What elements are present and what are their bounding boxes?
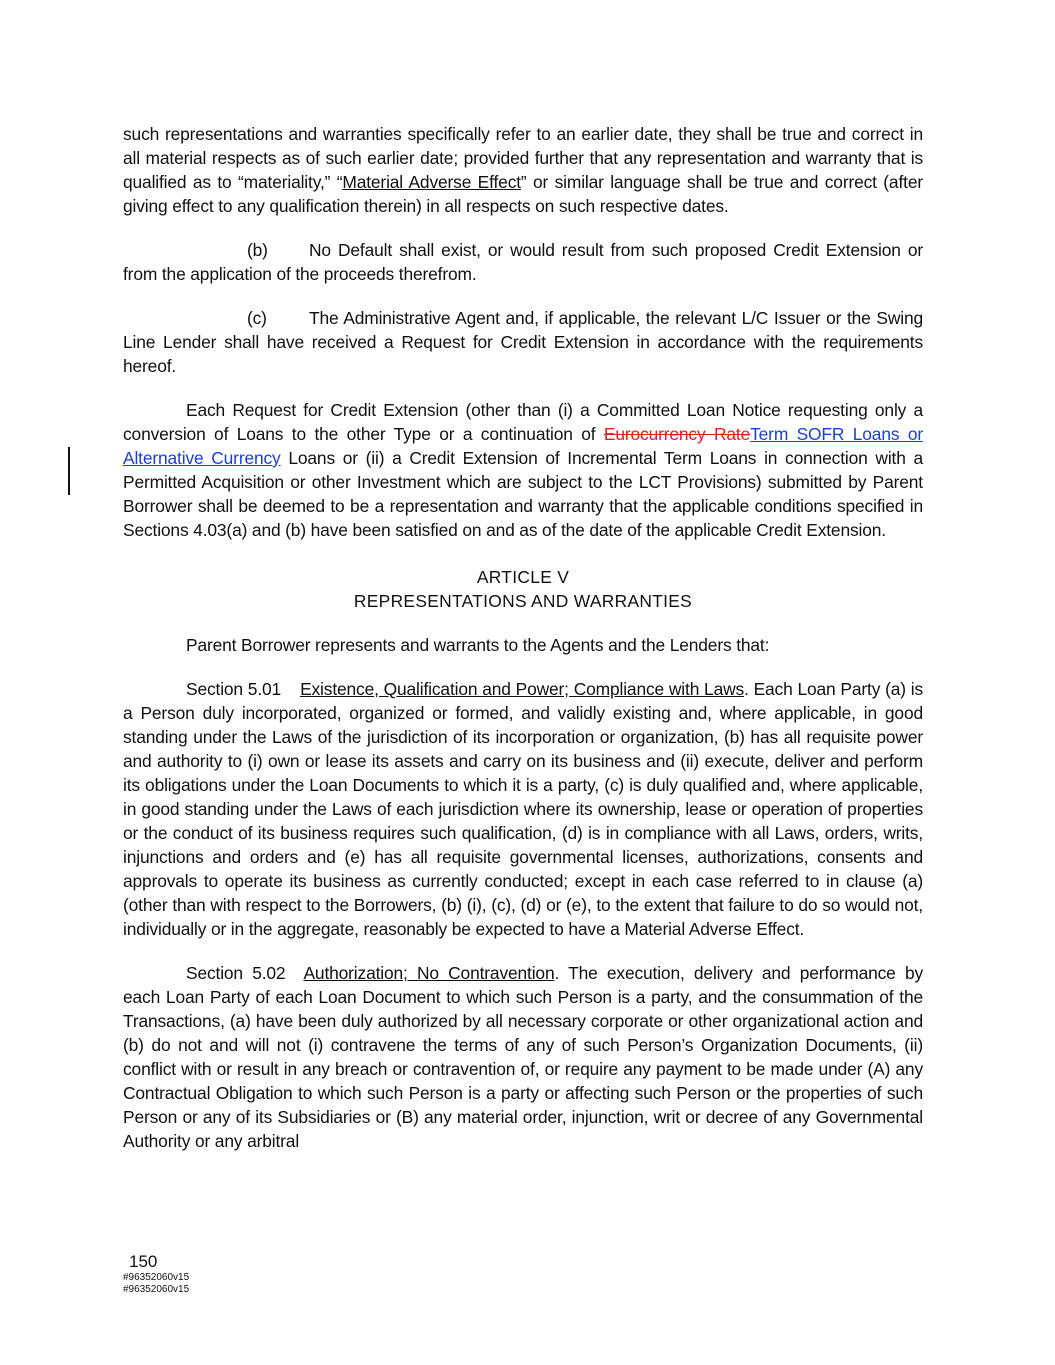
section-number: Section 5.01 bbox=[186, 679, 282, 699]
paragraph-c: (c) The Administrative Agent and, if applicable, the relevant L/C Issuer or the Swing Line Lender shall have received a Request for Credit Extension in accordance with the requirements hereof. bbox=[123, 308, 923, 376]
section-heading: Existence, Qualification and Power; Compliance with Laws bbox=[300, 679, 745, 699]
section-heading: Authorization; No Contravention bbox=[303, 963, 555, 983]
paragraph-continuation: such representations and warranties specifically refer to an earlier date, they shall be true and correct in all material respects as of such earlier date; provided further that any representation and warranty that is qualified as to “materiality,” “Material Adverse Effect” or similar language shall be true and correct (after giving effect to any qualification therein) in all respects on such respective dates. bbox=[123, 124, 923, 216]
inserted-text: Term SOFR Loans or Alternative Currency bbox=[123, 424, 924, 468]
article-number: ARTICLE V bbox=[476, 567, 570, 587]
document-id: #96352060v15 bbox=[123, 1284, 190, 1295]
deleted-text: Eurocurrency Rate bbox=[603, 424, 751, 444]
document-id: #96352060v15 bbox=[123, 1272, 190, 1283]
change-bar bbox=[68, 447, 70, 495]
page-footer bbox=[123, 1252, 189, 1296]
document-page bbox=[123, 122, 923, 1153]
paragraph-b: (b) No Default shall exist, or would result from such proposed Credit Extension or from the application of the proceeds therefrom. bbox=[123, 240, 923, 284]
intro-paragraph: Parent Borrower represents and warrants to the Agents and the Lenders that: bbox=[186, 635, 770, 655]
section-5-01: Section 5.01 Existence, Qualification and Power; Compliance with Laws. Each Loan Party (a) is a Person duly incorporated, organized or formed, and validly existing and, where applicable, in good standing under the Laws of the jurisdiction of its incorporation or organization, (b) has all requisite power and authority to (i) own or lease its assets and carry on its business and (ii) execute, deliver and perform its obligations under the Loan Documents to which it is a party, (c) is duly qualified and, where applicable, in good standing under the Laws of each jurisdiction where its ownership, lease or operation of properties or the conduct of its business requires such qualification, (d) is in compliance with all Laws, orders, writs, injunctions and orders and (e) has all requisite governmental licenses, authorizations, consents and approvals to operate its business as currently conducted; except in each case referred to in clause (a) (other than with respect to the Borrowers, (b) (i), (c), (d) or (e), to the extent that failure to do so would not, individually or in the aggregate, reasonably be expected to have a Material Adverse Effect. bbox=[123, 679, 924, 939]
section-number: Section 5.02 bbox=[186, 963, 286, 983]
article-title: REPRESENTATIONS AND WARRANTIES bbox=[353, 591, 693, 611]
section-5-02: Section 5.02 Authorization; No Contravention. The execution, delivery and performance by each Loan Party of each Loan Document to which such Person is a party, and the consummation of the Transactions, (a) have been duly authorized by all necessary corporate or other organizational action and (b) do not and will not (i) contravene the terms of any of such Person’s Organization Documents, (ii) conflict with or result in any breach or contravention of, or require any payment to be made under (A) any Contractual Obligation to which such Person is a party or affecting such Person or the properties of such Person or any of its Subsidiaries or (B) any material order, injunction, writ or decree of any Governmental Authority or any arbitral bbox=[123, 963, 924, 1151]
clause-label-b: (b) bbox=[247, 240, 268, 260]
clause-label-c: (c) bbox=[247, 308, 267, 328]
defined-term-mae: Material Adverse Effect bbox=[342, 172, 521, 192]
page-number: 150 bbox=[129, 1252, 158, 1271]
paragraph-each-request: Each Request for Credit Extension (other than (i) a Committed Loan Notice requesting only a conversion of Loans to the other Type or a continuation of Eurocurrency RateTerm SOFR Loans or Alternative Currency Loans or (ii) a Credit Extension of Incremental Term Loans in connection with a Permitted Acquisition or other Investment which are subject to the LCT Provisions) submitted by Parent Borrower shall be deemed to be a representation and warranty that the applicable conditions specified in Sections 4.03(a) and (b) have been satisfied on and as of the date of the applicable Credit Extension. bbox=[123, 400, 924, 540]
